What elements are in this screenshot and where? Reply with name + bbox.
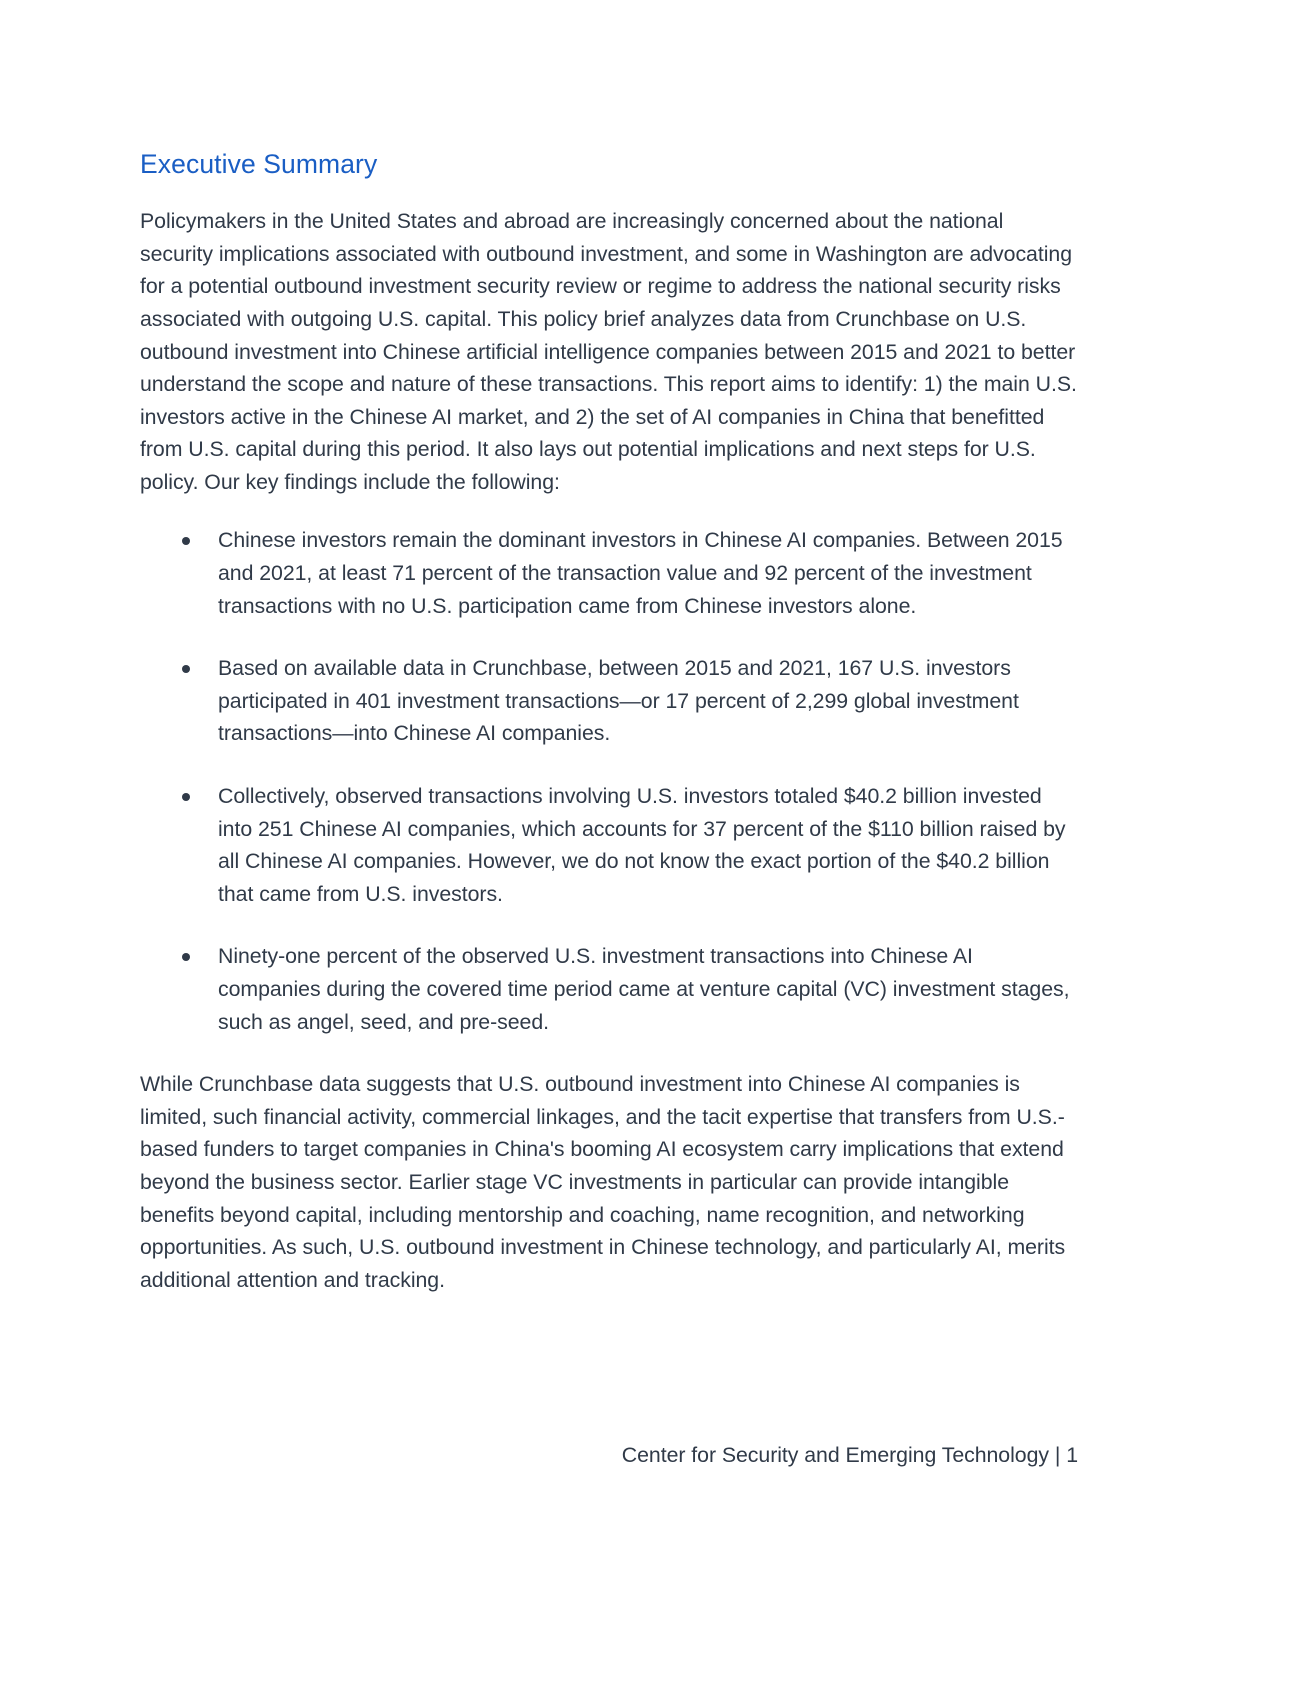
list-item	[140, 652, 1078, 750]
bullet-icon	[182, 953, 190, 961]
list-item	[140, 524, 1078, 622]
bullet-icon	[182, 537, 190, 545]
list-item-text: Chinese investors remain the dominant investors in Chinese AI companies. Between 2015 and 2021, at least 71 percent of the transaction value and 92 percent of the investment transactions with no U.S. participation came from Chinese investors alone.	[218, 528, 1063, 618]
list-item-text: Based on available data in Crunchbase, between 2015 and 2021, 167 U.S. investors participated in 401 investment transactions—or 17 percent of 2,299 global investment transactions—into Chinese AI companies.	[218, 656, 1019, 746]
page-content	[140, 148, 1078, 1296]
list-item-text: Ninety-one percent of the observed U.S. investment transactions into Chinese AI companies during the covered time period came at venture capital (VC) investment stages, such as angel, seed, and pre-seed.	[218, 944, 1070, 1034]
intro-paragraph: Policymakers in the United States and abroad are increasingly concerned about the national security implications associated with outbound investment, and some in Washington are advocating for a potential outbound investment security review or regime to address the national security risks associated with outgoing U.S. capital. This policy brief analyzes data from Crunchbase on U.S. outbound investment into Chinese artificial intelligence companies between 2015 and 2021 to better understand the scope and nature of these transactions. This report aims to identify: 1) the main U.S. investors active in the Chinese AI market, and 2) the set of AI companies in China that benefitted from U.S. capital during this period. It also lays out potential implications and next steps for U.S. policy. Our key findings include the following:	[140, 209, 1077, 494]
list-item	[140, 940, 1078, 1038]
page-title: Executive Summary	[140, 149, 378, 179]
list-item-text: Collectively, observed transactions involving U.S. investors totaled $40.2 billion invested into 251 Chinese AI companies, which accounts for 37 percent of the $110 billion raised by all Chinese AI companies. However, we do not know the exact portion of the $40.2 billion that came from U.S. investors.	[218, 784, 1066, 906]
key-findings-list	[140, 524, 1078, 1038]
list-item	[140, 780, 1078, 910]
bullet-icon	[182, 793, 190, 801]
closing-paragraph: While Crunchbase data suggests that U.S. outbound investment into Chinese AI companies is limited, such financial activity, commercial linkages, and the tacit expertise that transfers from U.S.-based funders to target companies in China's booming AI ecosystem carry implications that extend beyond the business sector. Earlier stage VC investments in particular can provide intangible benefits beyond capital, including mentorship and coaching, name recognition, and networking opportunities. As such, U.S. outbound investment in Chinese technology, and particularly AI, merits additional attention and tracking.	[140, 1072, 1066, 1292]
page-footer: Center for Security and Emerging Technology | 1	[621, 1443, 1078, 1467]
bullet-icon	[182, 665, 190, 673]
